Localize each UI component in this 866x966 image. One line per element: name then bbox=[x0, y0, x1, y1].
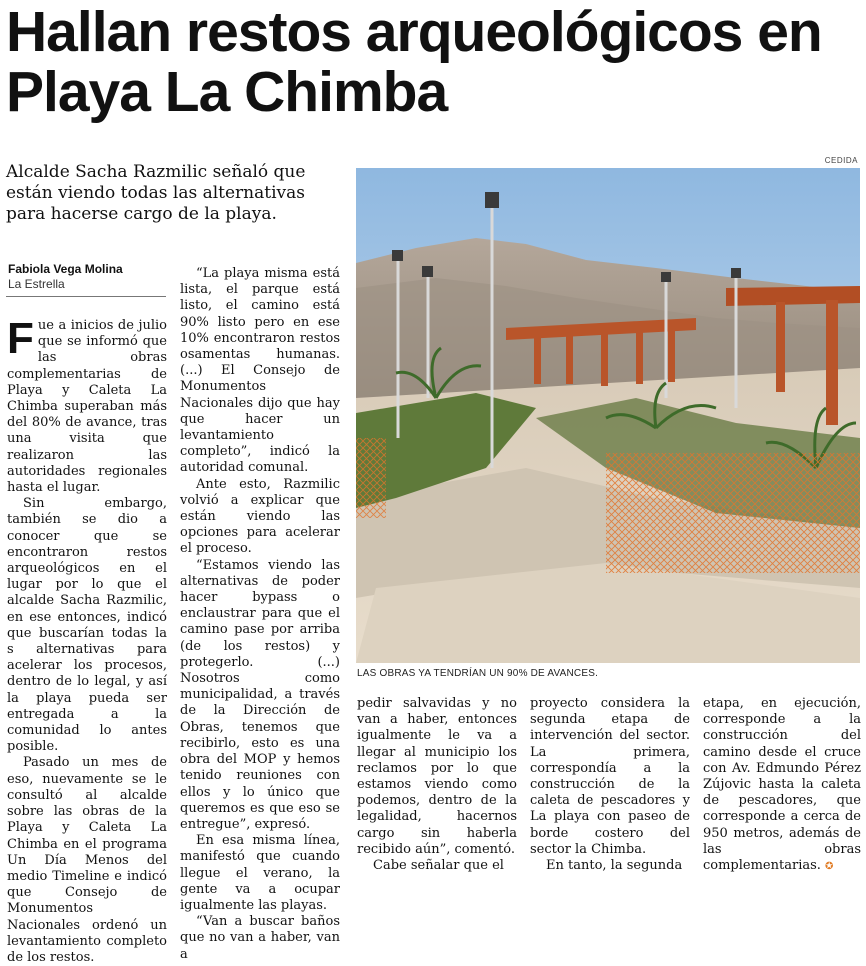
paragraph: Sin embargo, también se dio a conocer que se encontraron restos arqueológicos en el lugar por lo que el alcalde Sacha Razmilic, en ese entonces, indicó que buscarían todas la s alternativas para acelerar los procesos, dentro de lo legal, y así la playa pueda ser entregada a la comunidad lo antes posible. bbox=[7, 496, 167, 755]
paragraph-text: ue a inicios de julio que se informó que las obras complementarias de Playa y Caleta La Chimba superaban más del 80% de avance, tras una visita que realizaron las autoridades regionales hasta el lugar. bbox=[7, 318, 167, 496]
byline-outlet: La Estrella bbox=[8, 277, 65, 291]
paragraph: “La playa misma está lista, el parque está listo, el camino está 90% listo pero en ese 10% encontraron restos osamentas humanas. (...) El Consejo de Monumentos Nacionales dijo que hay que hacer un levantamiento completo”, indicó la autoridad comunal. bbox=[180, 266, 340, 476]
drop-cap: F bbox=[7, 314, 34, 363]
paragraph: Ante esto, Razmilic volvió a explicar que están viendo las opciones para acelerar el proceso. bbox=[180, 476, 340, 557]
paragraph: proyecto considera la segunda etapa de intervención del sector. La primera, correspondía a la construcción de la caleta de pescadores y La playa con paseo de borde costero del sector la Chimba. bbox=[530, 696, 690, 857]
column-4 bbox=[530, 696, 690, 874]
column-5 bbox=[703, 696, 861, 875]
paragraph bbox=[7, 314, 167, 496]
end-mark-icon: ✪ bbox=[825, 861, 834, 873]
column-1 bbox=[7, 314, 167, 966]
paragraph: “Van a buscar baños que no van a haber, van a bbox=[180, 914, 340, 962]
paragraph: En esa misma línea, manifestó que cuando llegue el verano, la gente va a ocupar igualmente las playas. bbox=[180, 833, 340, 913]
column-2 bbox=[180, 266, 340, 963]
beach-park-photo bbox=[356, 168, 860, 663]
paragraph: Cabe señalar que el bbox=[373, 858, 504, 874]
headline: Hallan restos arqueológicos en Playa La Chimba bbox=[6, 0, 822, 124]
paragraph: “Estamos viendo las alternativas de poder hacer bypass o enclaustrar para que el camino pase por arriba (de los restos) y protegerlo. (...) Nosotros como municipalidad, a través de la Dirección de Obras, tenemos que recibirlo, esto es una obra del MOP y hemos tenido reuniones con ellos y lo único que queremos es que eso se entregue”, expresó. bbox=[180, 557, 340, 832]
byline bbox=[8, 262, 123, 292]
byline-rule bbox=[6, 296, 166, 297]
paragraph: Pasado un mes de eso, nuevamente se le consultó al alcalde sobre las obras de la Playa y Caleta La Chimba en el programa Un Día Menos del medio Timeline e indicó que Consejo de Monumentos Nacionales ordenó un levantamiento completo de los restos. bbox=[7, 755, 167, 965]
byline-author: Fabiola Vega Molina bbox=[8, 262, 123, 276]
photo-credit: CEDIDA bbox=[824, 156, 858, 165]
paragraph: En tanto, la segunda bbox=[546, 858, 683, 874]
column-3 bbox=[357, 696, 517, 874]
photo-caption: LAS OBRAS YA TENDRÍAN UN 90% DE AVANCES. bbox=[357, 668, 599, 679]
article-photo bbox=[356, 168, 860, 663]
paragraph: pedir salvavidas y no van a haber, entonces igualmente le va a llegar al municipio los reclamos por lo que estamos viendo como podemos, dentro de la legalidad, hacernos cargo sin haberla recibido aún”, comentó. bbox=[357, 696, 517, 857]
paragraph bbox=[703, 696, 861, 875]
deck: Alcalde Sacha Razmilic señaló que están viendo todas las alternativas para hacerse cargo de la playa. bbox=[6, 162, 306, 224]
paragraph-text: etapa, en ejecución, corresponde a la construcción del camino desde el cruce con Av. Edmundo Pérez Zújovic hasta la caleta de pescadores, que corresponde a cerca de 950 metros, además de las obras complementarias. bbox=[703, 696, 861, 874]
